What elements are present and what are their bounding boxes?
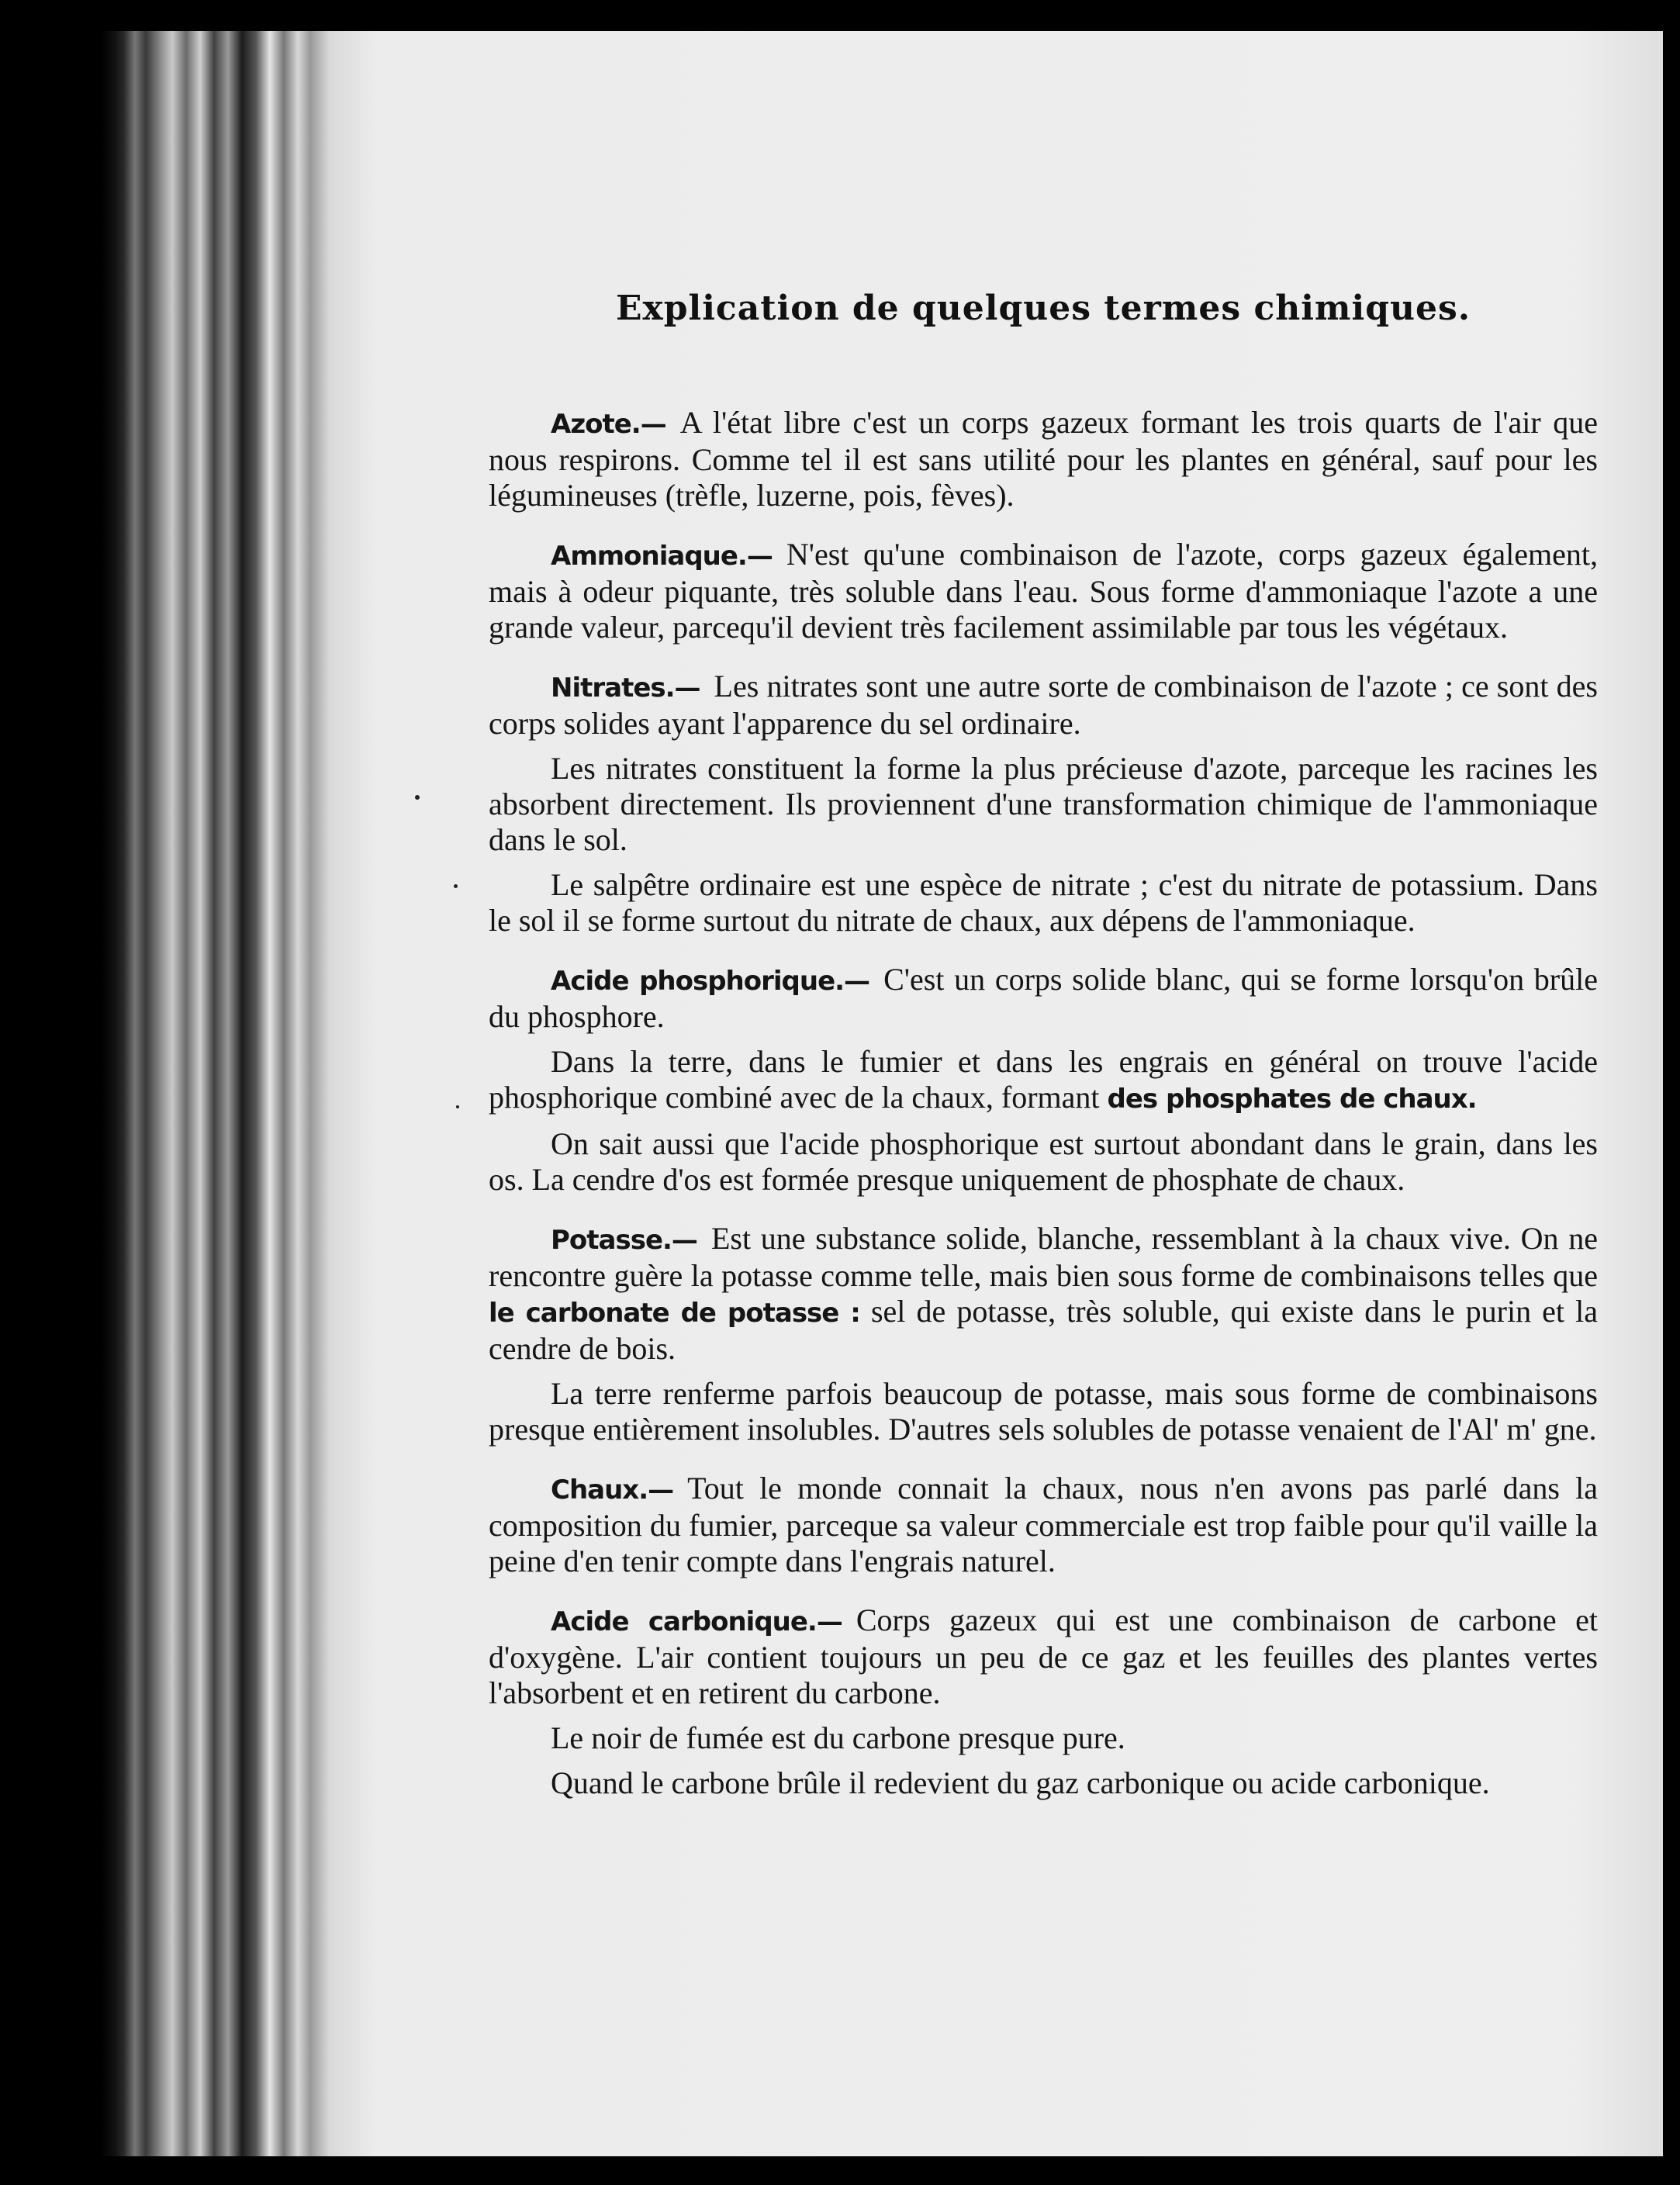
definition-text: C'est un corps solide blanc, qui se forme lorsqu'on brûle du phosphore. bbox=[489, 962, 1598, 1034]
term-azote: Azote.— bbox=[551, 409, 666, 440]
paragraph: On sait aussi que l'acide phosphorique est surtout abondant dans le grain, dans les os. La cendre d'os est formée presque uniquement de phosphate de chaux. bbox=[489, 1126, 1598, 1197]
paragraph bbox=[489, 405, 1598, 513]
document-body bbox=[489, 287, 1598, 1824]
speck bbox=[415, 795, 420, 800]
paragraph bbox=[489, 1602, 1598, 1711]
speck bbox=[456, 1105, 459, 1108]
page-title: Explication de quelques termes chimiques. bbox=[615, 289, 1471, 328]
entry-nitrates bbox=[489, 669, 1598, 939]
entry-acide-phosphorique bbox=[489, 962, 1598, 1198]
term-acide-phosphorique: Acide phosphorique.— bbox=[551, 966, 870, 997]
term-potasse: Potasse.— bbox=[551, 1225, 697, 1256]
entry-potasse bbox=[489, 1221, 1598, 1447]
paragraph bbox=[489, 537, 1598, 645]
term-ammoniaque: Ammoniaque.— bbox=[551, 541, 773, 572]
definition-text: Dans la terre, dans le fumier et dans les engrais en général on trouve l'acide phosphorique combiné avec de la chaux, formant bbox=[489, 1044, 1598, 1115]
definition-text: Tout le monde connait la chaux, nous n'en avons pas parlé dans la composition du fumier, parceque sa valeur commerciale est trop faible pour qu'il vaille la peine d'en tenir compte dans l'engrais naturel. bbox=[489, 1471, 1598, 1578]
paragraph bbox=[489, 1471, 1598, 1579]
paragraph: Le noir de fumée est du carbone presque pure. bbox=[551, 1720, 1125, 1755]
paragraph bbox=[489, 669, 1598, 742]
entry-ammoniaque bbox=[489, 537, 1598, 645]
term-nitrates: Nitrates.— bbox=[551, 672, 700, 704]
definition-text: Les nitrates sont une autre sorte de combinaison de l'azote ; ce sont des corps solides ayant l'apparence du sel ordinaire. bbox=[489, 669, 1598, 741]
definition-text: N'est qu'une combinaison de l'azote, corps gazeux également, mais à odeur piquante, très soluble dans l'eau. Sous forme d'ammoniaque l'azote a une grande valeur, parcequ'il devient très facilement assimilable par tous les végétaux. bbox=[489, 537, 1598, 645]
entry-chaux bbox=[489, 1471, 1598, 1579]
definition-text: A l'état libre c'est un corps gazeux formant les trois quarts de l'air que nous respirons. Comme tel il est sans utilité pour les plantes en général, sauf pour les légumineuses (trèfle, luzerne, pois, fèves). bbox=[489, 405, 1598, 513]
paragraph bbox=[489, 1221, 1598, 1367]
emphasis-carbonate: le carbonate de potasse : bbox=[489, 1298, 860, 1329]
emphasis-phosphates: des phosphates de chaux. bbox=[1107, 1084, 1477, 1115]
paragraph: Quand le carbone brûle il redevient du gaz carbonique ou acide carbonique. bbox=[551, 1765, 1490, 1800]
speck bbox=[454, 884, 458, 888]
entry-azote bbox=[489, 405, 1598, 513]
definition-text: Est une substance solide, blanche, ressemblant à la chaux vive. On ne rencontre guère la potasse comme telle, mais bien sous forme de combinaisons telles que bbox=[489, 1221, 1598, 1293]
entry-acide-carbonique bbox=[489, 1602, 1598, 1801]
page-right-edge bbox=[1663, 31, 1680, 2156]
paragraph bbox=[489, 1044, 1598, 1117]
definition-text: sel de potasse, très soluble, qui existe dans le purin et la cendre de bois. bbox=[489, 1294, 1598, 1366]
paragraph: La terre renferme parfois beaucoup de potasse, mais sous forme de combinaisons presque entièrement insolubles. D'autres sels solubles de potasse venaient de l'Al' m' gne. bbox=[489, 1376, 1598, 1447]
term-chaux: Chaux.— bbox=[551, 1475, 674, 1506]
definition-text: Corps gazeux qui est une combinaison de carbone et d'oxygène. L'air contient toujours un peu de ce gaz et les feuilles des plantes vertes l'absorbent et en retirent du carbone. bbox=[489, 1602, 1599, 1710]
paragraph: Le salpêtre ordinaire est une espèce de nitrate ; c'est du nitrate de potassium. Dans le sol il se forme surtout du nitrate de chaux, aux dépens de l'ammoniaque. bbox=[489, 867, 1598, 938]
book-gutter bbox=[101, 31, 334, 2156]
term-acide-carbonique: Acide carbonique.— bbox=[551, 1606, 842, 1637]
paragraph: Les nitrates constituent la forme la plus précieuse d'azote, parceque les racines les absorbent directement. Ils proviennent d'une transformation chimique de l'ammoniaque dans le sol. bbox=[489, 751, 1598, 857]
paragraph bbox=[489, 962, 1598, 1035]
